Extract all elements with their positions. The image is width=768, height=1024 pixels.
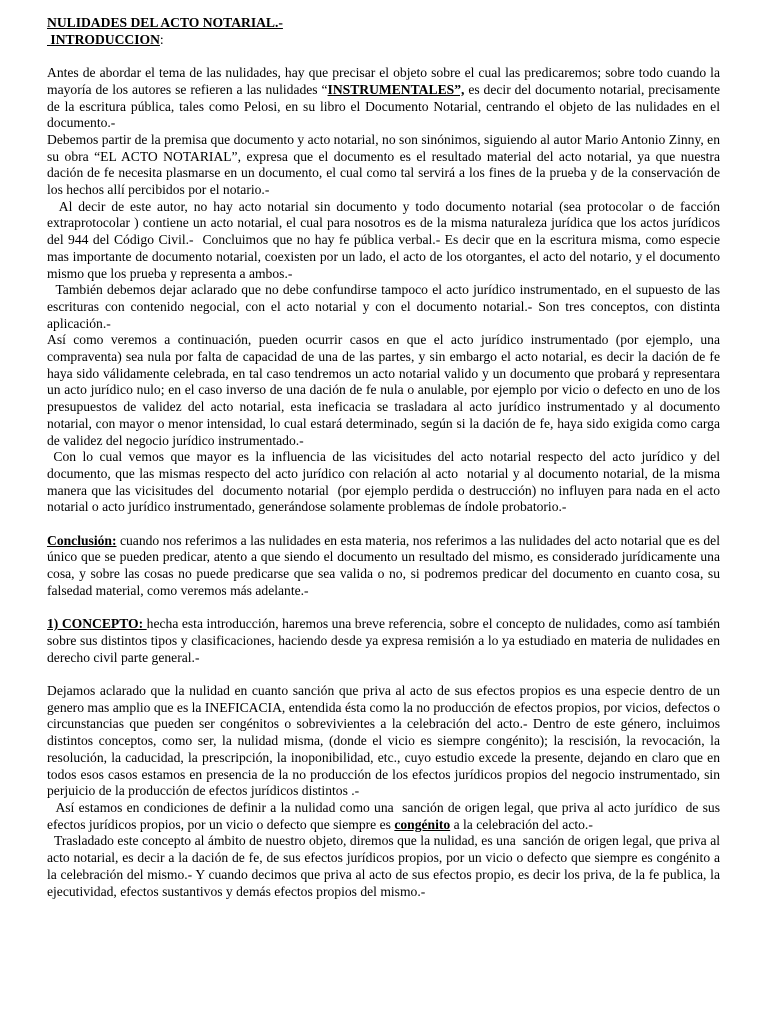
- instrumentales-term: INSTRUMENTALES”,: [327, 81, 465, 97]
- spacer: [47, 666, 720, 683]
- conclusion-paragraph: [47, 533, 720, 600]
- spacer: [47, 600, 720, 617]
- intro-heading: INTRODUCCION: [47, 31, 160, 47]
- document-title-line: [47, 15, 720, 32]
- paragraph-4: También debemos dejar aclarado que no debe confundirse tampoco el acto jurídico instrumentado, en el supuesto de las escrituras con contenido negocial, con el acto notarial y con el documento notarial.- Son tres conceptos, con distinta aplicación.-: [47, 282, 724, 331]
- paragraph-8-text-b: a la celebración del acto.-: [450, 816, 593, 832]
- conclusion-text: cuando nos referimos a las nulidades en esta materia, nos referimos a las nulidades del acto notarial que es del único que se pueden predicar, atento a que siendo el documento un resultado del mismo, es considerado jurídicamente una cosa, y sobre las cosas no puede predicarse que sea valida o no, si podremos predicar del documento en cuanto cosa, su falsedad material, como veremos más adelante.-: [47, 532, 720, 598]
- paragraph-6: Con lo cual vemos que mayor es la influencia de las vicisitudes del acto notarial respecto del acto jurídico y del documento, que las mismas respecto del acto jurídico con relación al acto notarial y al documento notarial, de la misma manera que las vicisitudes del documento notarial (por ejemplo perdida o destrucción) no influyen para nada en el acto notarial o acto jurídico instrumentado, generándose solamente problemas de índole probatorio.-: [47, 449, 724, 515]
- document-title: NULIDADES DEL ACTO NOTARIAL.-: [47, 15, 283, 30]
- paragraph-8: [47, 799, 724, 833]
- intro-heading-line: [47, 32, 720, 49]
- paragraph-1: [47, 65, 720, 132]
- spacer: [47, 48, 720, 65]
- paragraph-9: Trasladado este concepto al ámbito de nuestro objeto, diremos que la nulidad, es una sanción de origen legal, que priva al acto notarial, es decir a la dación de fe, de sus efectos jurídicos propios, por un vicio o defecto que siempre es congénito a la celebración del mismo.- Y cuando decimos que priva al acto de sus efectos propio, es decir los priva, de la fe publica, la ejecutividad, efectos sustantivos y demás efectos propios del mismo.-: [47, 833, 724, 899]
- paragraph-1-text-a: Antes de abordar el tema de las nulidades, hay que precisar el objeto sobre el cual las predicaremos; sobre todo cuando la mayoría de los autores se refieren a las nulidades “: [47, 65, 720, 97]
- paragraph-5: Así como veremos a continuación, pueden ocurrir casos en que el acto jurídico instrumentado (por ejemplo, una compraventa) sea nula por falta de capacidad de una de las partes, y sin embargo el acto notarial, es decir la dación de fe haya sido válidamente celebrada, en tal caso tendremos un acto notarial valido y un documento que probará y representara un acto jurídico nulo; en el caso inverso de una dación de fe nula o anulable, por ejemplo por vicio o defecto en uno de los presupuestos de validez del acto notarial, esta ineficacia se trasladara al acto jurídico instrumentado y al documento notarial, con mayor o menor intensidad, lo cual estará determinado, según si la dación de fe, haya sido exigida como carga de validez del negocio jurídico instrumentado.-: [47, 332, 720, 448]
- intro-colon: :: [159, 31, 164, 47]
- conclusion-label: Conclusión:: [47, 532, 117, 548]
- concepto-label: 1) CONCEPTO:: [47, 616, 147, 632]
- paragraph-7: Dejamos aclarado que la nulidad en cuanto sanción que priva al acto de sus efectos propios es una especie dentro de un genero mas amplio que es la INEFICACIA, entendida ésta como la no producción de efectos propios, por vicios, defectos o circunstancias que pueden ser congénitos o sobrevivientes a la celebración del acto.- Dentro de este género, incluimos distintos conceptos, como ser, la nulidad misma, (donde el vicio es siempre congénito); la rescisión, la revocación, la resolución, la caducidad, la prescripción, la inoponibilidad, etc., cuyo estudio excede la presente, dejando en claro que en todos esos casos estamos en presencia de la no producción de los efectos jurídicos propios del negocio instrumentado, sin perjuicio de la producción de efectos jurídicos distintos .-: [47, 683, 720, 799]
- concepto-text: hecha esta introducción, haremos una breve referencia, sobre el concepto de nulidades, como así también sobre sus distintos tipos y clasificaciones, haciendo desde ya expresa remisión a lo ya estudiado en materia de nulidades en derecho civil parte general.-: [47, 616, 720, 665]
- paragraph-1-text-b: es decir del documento notarial, precisamente de la escritura pública, tales como Pelosi, en su libro el Documento Notarial, centrando el objeto de las nulidades en el documento.-: [47, 81, 721, 131]
- paragraph-8-text-a: Así estamos en condiciones de definir a la nulidad como una sanción de origen legal, que priva al acto jurídico de sus efectos jurídicos propios, por un vicio o defecto que siempre es: [47, 799, 724, 832]
- paragraph-3: Al decir de este autor, no hay acto notarial sin documento y todo documento notarial (sea protocolar o de facción extraprotocolar ) contiene un acto notarial, el cual para nosotros es de la misma naturaleza jurídica que los actos jurídicos del 944 del Código Civil.- Concluimos que no hay fe pública verbal.- Es decir que en la escritura misma, como especie mas importante de documento notarial, coexisten por un lado, el acto de los otorgantes, el acto del notario, y el documento mismo que los prueba y representa a ambos.-: [47, 198, 724, 281]
- concepto-paragraph: [47, 616, 720, 666]
- spacer: [47, 516, 720, 533]
- congenito-term: congénito: [394, 816, 451, 832]
- paragraph-2: Debemos partir de la premisa que documento y acto notarial, no son sinónimos, siguiendo al autor Mario Antonio Zinny, en su obra “EL ACTO NOTARIAL”, expresa que el documento es el resultado material del acto notarial, ya que nuestra dación de fe necesita plasmarse en un documento, el cual como tal servirá a los fines de la prueba y de la conservación de los hechos allí percibidos por el notario.-: [47, 131, 720, 198]
